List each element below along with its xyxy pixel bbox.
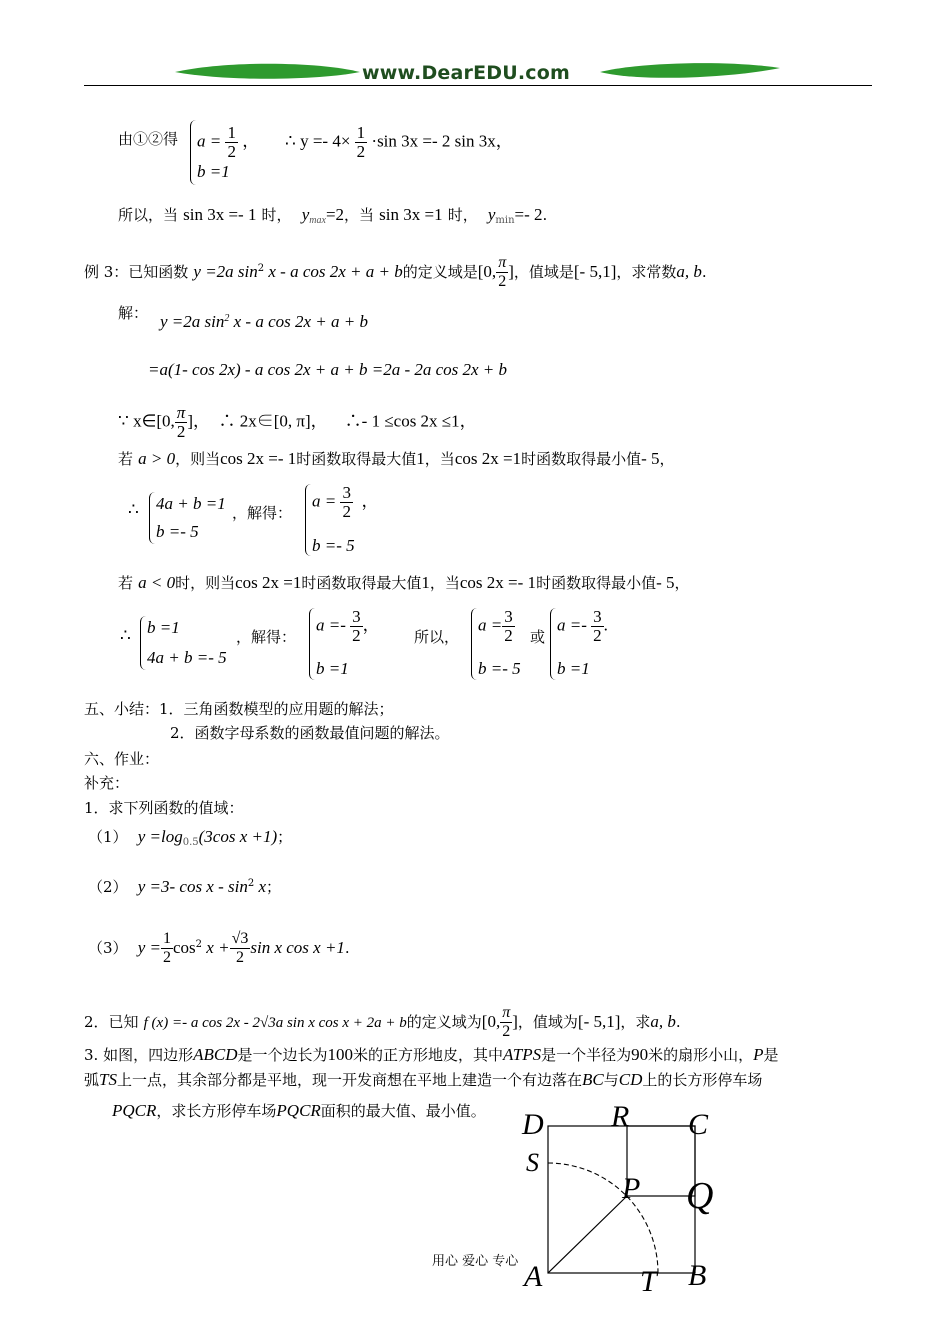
q1-2-b: x xyxy=(254,877,267,896)
q3-l2-c: 与 xyxy=(603,1071,619,1089)
q3-ts: TS xyxy=(99,1070,117,1089)
therefore-eq-right: ·sin 3x =- 2 sin 3x xyxy=(371,131,496,151)
frac-den: 2 xyxy=(235,949,244,966)
frac-num: 1 xyxy=(227,123,236,142)
homework-title: 六、作业： xyxy=(84,750,160,768)
q1-2-a: y =3- cos x - sin xyxy=(137,877,248,896)
case2-f: ， xyxy=(674,574,690,592)
frac-num: 1 xyxy=(163,930,171,947)
sys2-ans-a xyxy=(316,608,380,645)
case2-d: ，当 xyxy=(429,574,460,592)
q1-2-sup: 2 xyxy=(247,878,255,889)
prefix-text: 由①②得 xyxy=(118,130,179,148)
ymin: y xyxy=(487,205,496,224)
q3-atps: ATPS xyxy=(503,1045,542,1064)
frac-den: 2 xyxy=(502,1023,511,1040)
example3-func-sup: 2 xyxy=(257,263,265,274)
case2-v1: 1 xyxy=(421,573,430,592)
example3-tail: ，值域是 xyxy=(513,263,574,281)
q2-vars: a, b xyxy=(650,1012,676,1031)
frac-half xyxy=(225,124,238,161)
q1-3-end: . xyxy=(344,939,350,957)
q3-l1-b: 是一个边长为 xyxy=(237,1046,328,1064)
solution-line2: =a(1- cos 2x) - a cos 2x + a + b =2a - 2a cos 2x + b xyxy=(148,360,508,379)
q1-1-sub: 0.5 xyxy=(182,837,199,848)
case1-c1: cos 2x =- 1 xyxy=(220,449,297,468)
frac-pi-2c xyxy=(500,1004,512,1041)
ans2-b: b =1 xyxy=(557,659,590,678)
sys1-l2: b =- 5 xyxy=(156,522,199,541)
so-label: 所以， xyxy=(414,628,460,646)
label-R: R xyxy=(611,1100,630,1133)
example3-period: . xyxy=(701,263,707,281)
frac-num: π xyxy=(176,403,186,422)
hence1: ∴ 2x∈[0, π]， xyxy=(218,411,328,431)
case1-c2: cos 2x =1 xyxy=(454,449,522,468)
sys1-therefore: ∴ xyxy=(128,500,139,519)
q2-c: ，值域为 xyxy=(517,1013,578,1031)
or-text: 或 xyxy=(530,628,546,646)
label-C: C xyxy=(688,1108,709,1141)
q2-end: . xyxy=(675,1013,681,1031)
sys1-ans-a xyxy=(312,484,378,521)
example3-func-rest: x - a cos 2x + a + b xyxy=(264,262,403,281)
q1-3-d: sin x cos x +1 xyxy=(250,938,345,957)
solution-line1-sup: 2 xyxy=(224,313,230,324)
case2-c2: cos 2x =- 1 xyxy=(459,573,537,592)
case2-cond: a < 0 xyxy=(138,573,176,592)
example3-lead: 例 3：已知函数 xyxy=(84,263,189,281)
q1-3 xyxy=(88,930,350,967)
q3-p: P xyxy=(753,1045,764,1064)
example3-domain-open: [0, xyxy=(477,262,497,281)
sys2-brace xyxy=(140,616,146,670)
q3-l1-c: 米的正方形地皮，其中 xyxy=(353,1046,504,1064)
case2-line xyxy=(118,572,690,593)
system-brace xyxy=(190,120,196,185)
because-close: ]， xyxy=(187,411,210,431)
so-text1: 所以，当 xyxy=(118,206,179,224)
q2-func: f (x) =- a cos 2x - 2√3a sin x cos x + 2a + b xyxy=(143,1015,407,1031)
frac-num: 3 xyxy=(593,607,602,626)
frac-half-2 xyxy=(355,124,368,161)
label-B: B xyxy=(688,1259,707,1292)
label-P: P xyxy=(622,1172,641,1205)
label-S: S xyxy=(526,1148,539,1177)
example3-func: y =2a sin xyxy=(193,262,258,281)
ymin-val: =- 2 xyxy=(514,205,543,224)
hence2: ∴- 1 ≤cos 2x ≤1， xyxy=(344,411,477,431)
q1-2-label: （2） xyxy=(88,878,128,896)
because-text: ∵ x∈[0, xyxy=(118,411,175,431)
q1-3-c: x + xyxy=(202,938,230,957)
frac-num: π xyxy=(502,1004,511,1021)
q3-line1 xyxy=(84,1044,779,1065)
sys1-brace xyxy=(149,492,155,544)
q3-l3-a: ，求长方形停车场 xyxy=(156,1102,277,1120)
case2-v2: - 5 xyxy=(656,573,675,592)
q1-1-b: (3cos x +1) xyxy=(198,827,278,846)
summary-title: 五、小结：1．三角函数模型的应用题的解法； xyxy=(84,700,394,718)
case1-a: 若 xyxy=(118,450,134,468)
q2-open: [0, xyxy=(481,1012,501,1031)
final-period: . xyxy=(603,615,608,635)
q1-1 xyxy=(88,826,292,848)
so-text2: 时， xyxy=(261,206,292,224)
so-text3: ，当 xyxy=(344,206,375,224)
homework-q1: 1．求下列函数的值域： xyxy=(84,799,244,817)
ans2-brace xyxy=(550,608,556,680)
q3-l2-a: 弧 xyxy=(84,1071,100,1089)
sys2-therefore: ∴ xyxy=(120,626,131,645)
frac-3-2c xyxy=(502,608,515,645)
sys2-solve: ，解得： xyxy=(236,628,297,646)
frac-pi-2b xyxy=(175,404,188,441)
frac-1-2 xyxy=(161,930,173,967)
case2-b: 时，则当 xyxy=(175,574,236,592)
ymin-sub: min xyxy=(495,215,515,226)
q3-cd: CD xyxy=(618,1070,643,1089)
q1-1-label: （1） xyxy=(88,828,128,846)
label-T: T xyxy=(640,1265,657,1298)
q3-l1-a: 3. 如图，四边形 xyxy=(84,1046,194,1064)
example3-range: [- 5,1] xyxy=(573,262,617,281)
q3-100: 100 xyxy=(327,1045,353,1064)
ans2-a-lhs: a =- xyxy=(557,615,587,635)
so-cond2: sin 3x =1 xyxy=(379,205,443,224)
q2-close: ] xyxy=(512,1012,518,1031)
solution-label: 解： xyxy=(118,304,149,322)
q3-line3 xyxy=(112,1100,486,1121)
case1-v1: 1 xyxy=(416,449,425,468)
sys2-l2: 4a + b =- 5 xyxy=(147,648,227,667)
frac-3-2b xyxy=(350,608,363,645)
q3-l2-b: 上一点，其余部分都是平地，现一开发商想在平地上建造一个有边落在 xyxy=(116,1071,582,1089)
case2-a: 若 xyxy=(118,574,134,592)
example3-domain-close: ] xyxy=(508,262,514,281)
q3-90: 90 xyxy=(631,1045,649,1064)
case1-e: 时函数取得最小值 xyxy=(521,450,642,468)
sys2-l1: b =1 xyxy=(147,618,180,637)
case2-c: 时函数取得最大值 xyxy=(301,574,422,592)
header-rule xyxy=(84,85,872,86)
case2-e: 时函数取得最小值 xyxy=(536,574,657,592)
q1-3-sup: 2 xyxy=(195,939,203,950)
eq-a-lhs: a = xyxy=(197,131,222,151)
segment-ap xyxy=(548,1196,627,1273)
q2-range: [- 5,1] xyxy=(577,1012,621,1031)
q1-2 xyxy=(88,876,281,897)
frac-pi-2 xyxy=(496,254,508,291)
q3-pqcr2: PQCR xyxy=(276,1101,321,1120)
frac-den: 2 xyxy=(176,422,186,441)
q1-3-b: cos xyxy=(173,938,196,957)
q3-bc: BC xyxy=(582,1070,604,1089)
example3-line xyxy=(84,254,707,291)
q3-line2 xyxy=(84,1069,762,1090)
example3-tail2: ，求常数 xyxy=(616,263,677,281)
therefore-eq-left: ∴ y =- 4× xyxy=(285,131,351,151)
homework-supplement: 补充： xyxy=(84,774,130,792)
therefore-eq xyxy=(285,124,513,161)
q2-b: 的定义域为 xyxy=(406,1013,482,1031)
frac-sqrt3-2 xyxy=(230,930,251,967)
sys1-ans-brace xyxy=(305,484,311,556)
frac-den: 2 xyxy=(352,626,361,645)
label-Q: Q xyxy=(686,1175,714,1217)
q1-3-a: y = xyxy=(137,938,161,957)
example3-vars: a, b xyxy=(676,262,702,281)
so-end: . xyxy=(542,206,548,224)
frac-num: 1 xyxy=(356,123,366,142)
sys2-a-lhs: a =- xyxy=(316,615,346,635)
q1-1-end: ； xyxy=(277,828,293,846)
sys1-l1: 4a + b =1 xyxy=(156,494,226,513)
q3-l1-d: 是一个半径为 xyxy=(541,1046,632,1064)
frac-num: 3 xyxy=(504,607,513,626)
ymax: y xyxy=(301,205,310,224)
solution-line1-a: y =2a sin xyxy=(160,312,225,331)
ymax-sub: max xyxy=(309,215,326,226)
ymax-val: =2 xyxy=(325,205,345,224)
case1-cond: a > 0 xyxy=(138,449,176,468)
frac-den: 2 xyxy=(504,626,513,645)
q2-d: ，求 xyxy=(620,1013,651,1031)
frac-num: √3 xyxy=(231,930,249,947)
ans1-b: b =- 5 xyxy=(478,659,521,678)
q3-pqcr: PQCR xyxy=(112,1101,157,1120)
summary-item2: 2．函数字母系数的函数最值问题的解法。 xyxy=(170,724,450,742)
trailing-comma: ， xyxy=(495,131,513,151)
comma: ， xyxy=(242,131,260,151)
case2-c1: cos 2x =1 xyxy=(235,573,302,592)
case1-line xyxy=(118,448,675,469)
q2-a: 2．已知 xyxy=(84,1013,139,1031)
sys1-solve: ，解得： xyxy=(232,504,293,522)
site-logo-text: www.DearEDU.com xyxy=(362,62,571,84)
so-text4: 时， xyxy=(447,206,478,224)
q1-3-label: （3） xyxy=(88,939,128,957)
q3-l1-e: 米的扇形小山， xyxy=(648,1046,754,1064)
ans1-a xyxy=(478,608,515,645)
q3-l3-b: 面积的最大值、最小值。 xyxy=(320,1102,486,1120)
ans1-brace xyxy=(471,608,477,680)
sys1-end: ， xyxy=(361,491,379,511)
sys2-end: ， xyxy=(362,615,380,635)
q3-l2-d: 上的长方形停车场 xyxy=(642,1071,763,1089)
frac-den: 2 xyxy=(593,626,602,645)
frac-num: π xyxy=(498,254,507,271)
example3-mid: 的定义域是 xyxy=(402,263,478,281)
footer-text: 用心 爱心 专心 xyxy=(432,1254,519,1269)
solution-line1 xyxy=(160,312,368,332)
sys2-ans-b: b =1 xyxy=(316,659,349,678)
eq-b: b =1 xyxy=(197,162,230,181)
so-cond1: sin 3x =- 1 xyxy=(183,205,257,224)
frac-num: 3 xyxy=(342,483,351,502)
frac-den: 2 xyxy=(163,949,171,966)
frac-den: 2 xyxy=(342,502,351,521)
solution-line1-b: x - a cos 2x + a + b xyxy=(229,312,368,331)
frac-3-2d xyxy=(591,608,604,645)
label-D: D xyxy=(522,1108,544,1141)
case1-c: 时函数取得最大值 xyxy=(296,450,417,468)
ans1-a-lhs: a = xyxy=(478,615,503,635)
sys2-ans-brace xyxy=(309,608,315,680)
sys1-a-lhs: a = xyxy=(312,491,337,511)
q1-1-a: y =log xyxy=(137,827,183,846)
q1-2-end: ； xyxy=(266,878,282,896)
case1-d: ，当 xyxy=(424,450,455,468)
sys1-ans-b: b =- 5 xyxy=(312,536,355,555)
eq-a xyxy=(197,124,259,161)
frac-3-2 xyxy=(340,484,353,521)
case1-f: ， xyxy=(659,450,675,468)
frac-den: 2 xyxy=(227,142,236,161)
frac-den: 2 xyxy=(356,142,366,161)
q2-line xyxy=(84,1004,681,1041)
because-line xyxy=(118,404,477,441)
q3-l1-f: 是 xyxy=(763,1046,779,1064)
label-A: A xyxy=(524,1260,543,1293)
q3-abcd: ABCD xyxy=(193,1045,238,1064)
ans2-a xyxy=(557,608,608,645)
so-line xyxy=(118,204,547,226)
frac-num: 3 xyxy=(352,607,361,626)
case1-b: ，则当 xyxy=(175,450,221,468)
frac-den: 2 xyxy=(498,273,507,290)
case1-v2: - 5 xyxy=(641,449,660,468)
